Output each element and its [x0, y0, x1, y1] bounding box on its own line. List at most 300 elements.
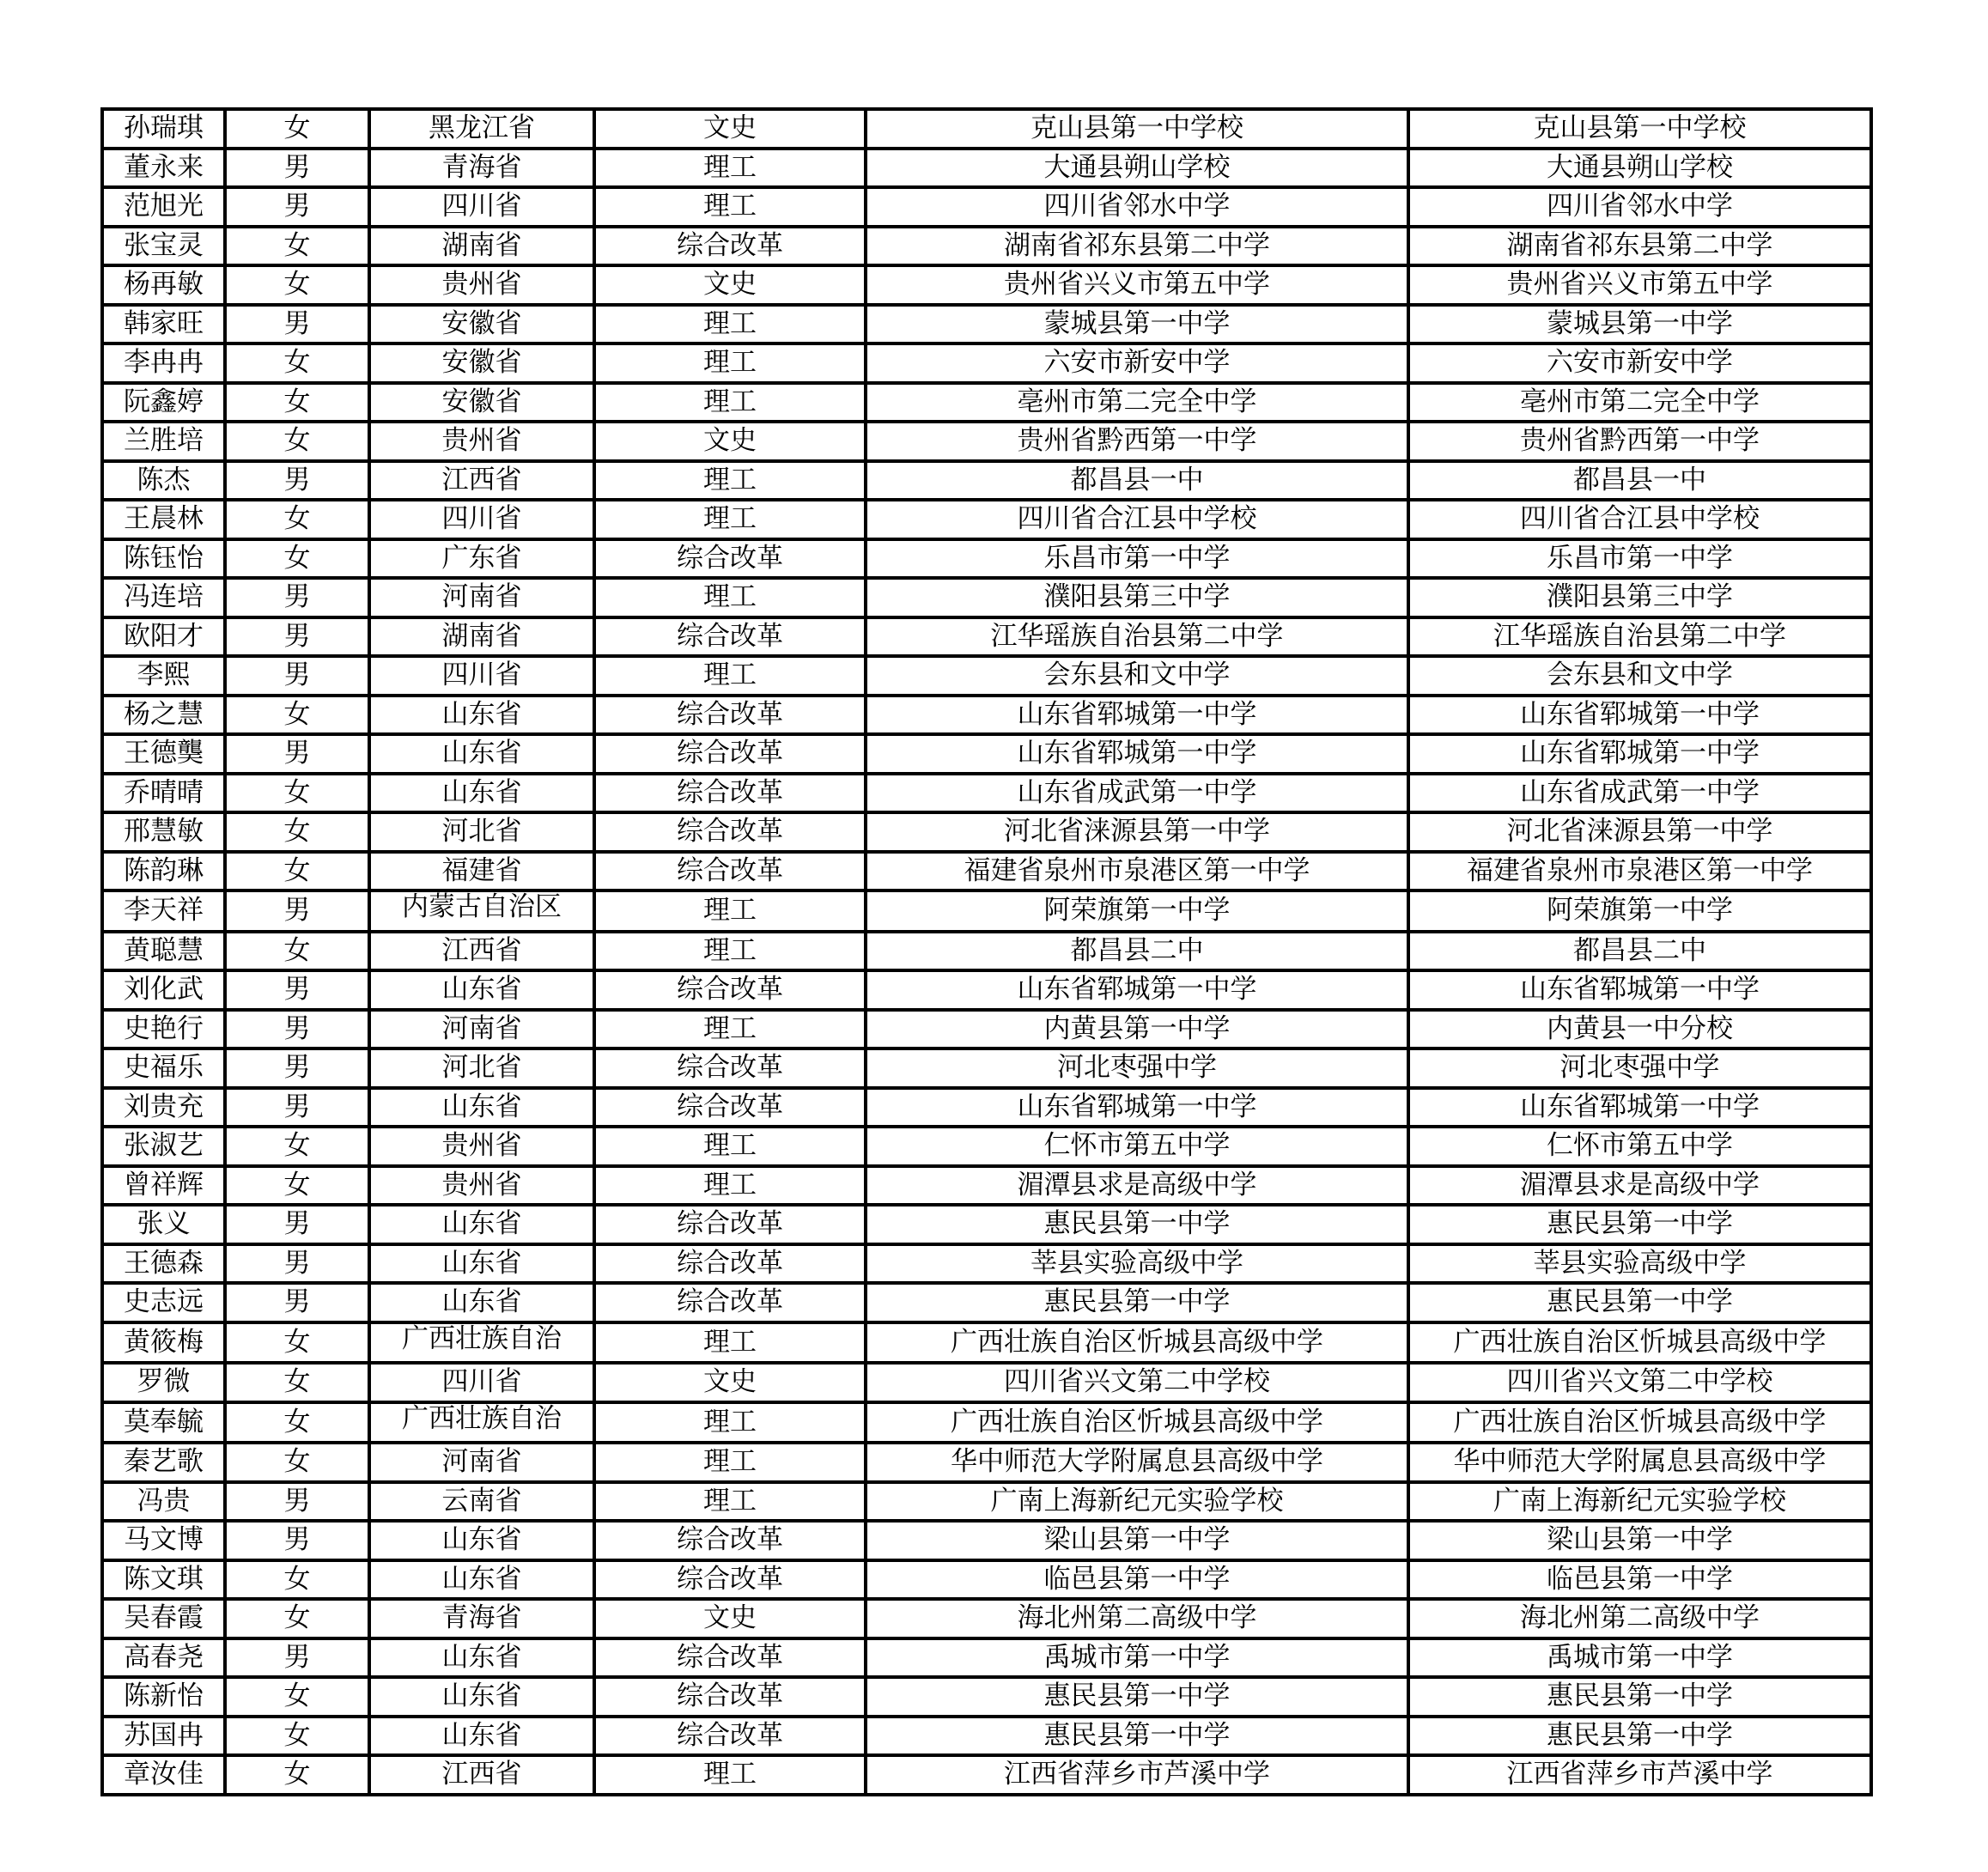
gender-cell: 女 — [225, 383, 369, 422]
subject-track-cell: 理工 — [594, 383, 866, 422]
subject-track-cell: 综合改革 — [594, 1048, 866, 1088]
gender-cell: 女 — [225, 539, 369, 579]
gender-cell: 男 — [225, 305, 369, 344]
subject-track-cell: 理工 — [594, 890, 866, 932]
subject-track-cell: 理工 — [594, 1127, 866, 1166]
student-name-cell: 张宝灵 — [102, 227, 225, 266]
table-row — [102, 734, 1871, 774]
province-cell: 山东省 — [369, 1088, 594, 1127]
province-cell: 四川省 — [369, 1363, 594, 1402]
student-name-cell: 王德森 — [102, 1244, 225, 1284]
student-name-cell: 孙瑞琪 — [102, 109, 225, 149]
province-cell: 山东省 — [369, 1638, 594, 1678]
table-row — [102, 1599, 1871, 1638]
subject-track-cell: 理工 — [594, 1443, 866, 1482]
admission-school-cell: 禹城市第一中学 — [1408, 1638, 1871, 1678]
table-row — [102, 970, 1871, 1010]
school-cell: 江西省萍乡市芦溪中学 — [866, 1755, 1408, 1795]
province-cell: 山东省 — [369, 1677, 594, 1717]
table-row — [102, 1443, 1871, 1482]
gender-cell: 女 — [225, 1322, 369, 1364]
gender-cell: 女 — [225, 1127, 369, 1166]
table-row — [102, 383, 1871, 422]
subject-track-cell: 综合改革 — [594, 227, 866, 266]
province-cell: 广西壮族自治 — [369, 1322, 594, 1364]
student-name-cell: 章汝佳 — [102, 1755, 225, 1795]
province-cell: 河北省 — [369, 1048, 594, 1088]
gender-cell: 女 — [225, 109, 369, 149]
province-cell: 江西省 — [369, 1755, 594, 1795]
province-cell: 四川省 — [369, 500, 594, 539]
subject-track-cell: 综合改革 — [594, 852, 866, 891]
admission-school-cell: 贵州省兴义市第五中学 — [1408, 265, 1871, 305]
admission-school-cell: 广南上海新纪元实验学校 — [1408, 1482, 1871, 1522]
subject-track-cell: 综合改革 — [594, 812, 866, 852]
province-cell: 湖南省 — [369, 227, 594, 266]
province-cell: 河南省 — [369, 578, 594, 617]
province-cell: 山东省 — [369, 1560, 594, 1600]
student-name-cell: 范旭光 — [102, 187, 225, 227]
admission-school-cell: 大通县朔山学校 — [1408, 149, 1871, 188]
student-name-cell: 黄聪慧 — [102, 932, 225, 971]
gender-cell: 男 — [225, 187, 369, 227]
admission-school-cell: 华中师范大学附属息县高级中学 — [1408, 1443, 1871, 1482]
table-row — [102, 1283, 1871, 1322]
table-row — [102, 1402, 1871, 1444]
subject-track-cell: 理工 — [594, 1010, 866, 1049]
school-cell: 山东省郓城第一中学 — [866, 734, 1408, 774]
admission-school-cell: 四川省邻水中学 — [1408, 187, 1871, 227]
gender-cell: 男 — [225, 1244, 369, 1284]
school-cell: 濮阳县第三中学 — [866, 578, 1408, 617]
student-roster-table — [100, 107, 1873, 1796]
student-name-cell: 阮鑫婷 — [102, 383, 225, 422]
gender-cell: 女 — [225, 696, 369, 735]
school-cell: 江华瑶族自治县第二中学 — [866, 617, 1408, 657]
admission-school-cell: 蒙城县第一中学 — [1408, 305, 1871, 344]
student-name-cell: 邢慧敏 — [102, 812, 225, 852]
student-name-cell: 董永来 — [102, 149, 225, 188]
school-cell: 会东县和文中学 — [866, 656, 1408, 696]
province-cell: 湖南省 — [369, 617, 594, 657]
admission-school-cell: 湄潭县求是高级中学 — [1408, 1166, 1871, 1206]
subject-track-cell: 理工 — [594, 1322, 866, 1364]
subject-track-cell: 综合改革 — [594, 734, 866, 774]
table-row — [102, 149, 1871, 188]
student-name-cell: 陈文琪 — [102, 1560, 225, 1600]
admission-school-cell: 梁山县第一中学 — [1408, 1521, 1871, 1560]
student-name-cell: 张淑艺 — [102, 1127, 225, 1166]
subject-track-cell: 综合改革 — [594, 539, 866, 579]
student-name-cell: 史艳行 — [102, 1010, 225, 1049]
table-row — [102, 187, 1871, 227]
province-cell: 贵州省 — [369, 422, 594, 461]
table-row — [102, 305, 1871, 344]
admission-school-cell: 海北州第二高级中学 — [1408, 1599, 1871, 1638]
student-name-cell: 乔晴晴 — [102, 774, 225, 813]
gender-cell: 女 — [225, 422, 369, 461]
province-cell: 山东省 — [369, 1244, 594, 1284]
province-cell: 山东省 — [369, 1283, 594, 1322]
table-row — [102, 1482, 1871, 1522]
roster-body — [102, 109, 1871, 1795]
school-cell: 仁怀市第五中学 — [866, 1127, 1408, 1166]
subject-track-cell: 文史 — [594, 422, 866, 461]
gender-cell: 女 — [225, 932, 369, 971]
student-name-cell: 高春尧 — [102, 1638, 225, 1678]
school-cell: 临邑县第一中学 — [866, 1560, 1408, 1600]
admission-school-cell: 广西壮族自治区忻城县高级中学 — [1408, 1322, 1871, 1364]
table-row — [102, 1638, 1871, 1678]
gender-cell: 女 — [225, 1599, 369, 1638]
student-name-cell: 欧阳才 — [102, 617, 225, 657]
province-cell: 安徽省 — [369, 383, 594, 422]
subject-track-cell: 理工 — [594, 343, 866, 383]
table-row — [102, 343, 1871, 383]
school-cell: 亳州市第二完全中学 — [866, 383, 1408, 422]
school-cell: 海北州第二高级中学 — [866, 1599, 1408, 1638]
student-name-cell: 杨再敏 — [102, 265, 225, 305]
student-name-cell: 张义 — [102, 1205, 225, 1244]
admission-school-cell: 临邑县第一中学 — [1408, 1560, 1871, 1600]
gender-cell: 男 — [225, 1048, 369, 1088]
subject-track-cell: 综合改革 — [594, 1283, 866, 1322]
province-cell: 山东省 — [369, 1717, 594, 1756]
province-cell: 安徽省 — [369, 343, 594, 383]
student-name-cell: 刘贵充 — [102, 1088, 225, 1127]
school-cell: 大通县朔山学校 — [866, 149, 1408, 188]
gender-cell: 女 — [225, 227, 369, 266]
school-cell: 内黄县第一中学 — [866, 1010, 1408, 1049]
table-row — [102, 109, 1871, 149]
table-row — [102, 1363, 1871, 1402]
gender-cell: 男 — [225, 149, 369, 188]
school-cell: 梁山县第一中学 — [866, 1521, 1408, 1560]
subject-track-cell: 综合改革 — [594, 1717, 866, 1756]
school-cell: 六安市新安中学 — [866, 343, 1408, 383]
province-cell: 广东省 — [369, 539, 594, 579]
gender-cell: 女 — [225, 774, 369, 813]
table-row — [102, 932, 1871, 971]
gender-cell: 女 — [225, 1363, 369, 1402]
table-row — [102, 422, 1871, 461]
subject-track-cell: 综合改革 — [594, 970, 866, 1010]
gender-cell: 女 — [225, 500, 369, 539]
subject-track-cell: 理工 — [594, 500, 866, 539]
gender-cell: 男 — [225, 1010, 369, 1049]
student-name-cell: 刘化武 — [102, 970, 225, 1010]
admission-school-cell: 福建省泉州市泉港区第一中学 — [1408, 852, 1871, 891]
school-cell: 都昌县二中 — [866, 932, 1408, 971]
subject-track-cell: 综合改革 — [594, 1205, 866, 1244]
school-cell: 广南上海新纪元实验学校 — [866, 1482, 1408, 1522]
gender-cell: 女 — [225, 1755, 369, 1795]
subject-track-cell: 综合改革 — [594, 617, 866, 657]
student-name-cell: 李冉冉 — [102, 343, 225, 383]
school-cell: 阿荣旗第一中学 — [866, 890, 1408, 932]
subject-track-cell: 理工 — [594, 578, 866, 617]
admission-school-cell: 六安市新安中学 — [1408, 343, 1871, 383]
province-cell: 四川省 — [369, 656, 594, 696]
gender-cell: 女 — [225, 1560, 369, 1600]
gender-cell: 女 — [225, 1717, 369, 1756]
gender-cell: 女 — [225, 812, 369, 852]
gender-cell: 女 — [225, 343, 369, 383]
gender-cell: 女 — [225, 1402, 369, 1444]
subject-track-cell: 理工 — [594, 1166, 866, 1206]
table-row — [102, 500, 1871, 539]
school-cell: 贵州省黔西第一中学 — [866, 422, 1408, 461]
subject-track-cell: 理工 — [594, 305, 866, 344]
student-name-cell: 曾祥辉 — [102, 1166, 225, 1206]
table-row — [102, 1560, 1871, 1600]
admission-school-cell: 河北枣强中学 — [1408, 1048, 1871, 1088]
gender-cell: 女 — [225, 1166, 369, 1206]
student-name-cell: 黄筱梅 — [102, 1322, 225, 1364]
admission-school-cell: 克山县第一中学校 — [1408, 109, 1871, 149]
province-cell: 贵州省 — [369, 1127, 594, 1166]
province-cell: 青海省 — [369, 149, 594, 188]
admission-school-cell: 濮阳县第三中学 — [1408, 578, 1871, 617]
student-name-cell: 冯贵 — [102, 1482, 225, 1522]
school-cell: 四川省兴文第二中学校 — [866, 1363, 1408, 1402]
subject-track-cell: 理工 — [594, 1402, 866, 1444]
school-cell: 山东省成武第一中学 — [866, 774, 1408, 813]
admission-school-cell: 仁怀市第五中学 — [1408, 1127, 1871, 1166]
gender-cell: 男 — [225, 734, 369, 774]
school-cell: 湄潭县求是高级中学 — [866, 1166, 1408, 1206]
subject-track-cell: 综合改革 — [594, 1677, 866, 1717]
gender-cell: 男 — [225, 890, 369, 932]
school-cell: 莘县实验高级中学 — [866, 1244, 1408, 1284]
school-cell: 山东省郓城第一中学 — [866, 696, 1408, 735]
subject-track-cell: 综合改革 — [594, 1088, 866, 1127]
student-name-cell: 陈韵琳 — [102, 852, 225, 891]
student-name-cell: 韩家旺 — [102, 305, 225, 344]
table-row — [102, 1755, 1871, 1795]
admission-school-cell: 江华瑶族自治县第二中学 — [1408, 617, 1871, 657]
student-name-cell: 马文博 — [102, 1521, 225, 1560]
admission-school-cell: 江西省萍乡市芦溪中学 — [1408, 1755, 1871, 1795]
province-cell: 青海省 — [369, 1599, 594, 1638]
school-cell: 惠民县第一中学 — [866, 1283, 1408, 1322]
admission-school-cell: 惠民县第一中学 — [1408, 1717, 1871, 1756]
student-name-cell: 兰胜培 — [102, 422, 225, 461]
subject-track-cell: 理工 — [594, 187, 866, 227]
student-name-cell: 李熙 — [102, 656, 225, 696]
subject-track-cell: 综合改革 — [594, 774, 866, 813]
subject-track-cell: 综合改革 — [594, 696, 866, 735]
gender-cell: 男 — [225, 578, 369, 617]
table-row — [102, 1166, 1871, 1206]
province-cell: 山东省 — [369, 774, 594, 813]
student-name-cell: 吴春霞 — [102, 1599, 225, 1638]
student-name-cell: 王德龑 — [102, 734, 225, 774]
province-cell: 福建省 — [369, 852, 594, 891]
admission-school-cell: 山东省郓城第一中学 — [1408, 696, 1871, 735]
school-cell: 四川省邻水中学 — [866, 187, 1408, 227]
table-row — [102, 265, 1871, 305]
student-name-cell: 王晨林 — [102, 500, 225, 539]
subject-track-cell: 文史 — [594, 1363, 866, 1402]
table-row — [102, 1244, 1871, 1284]
admission-school-cell: 四川省合江县中学校 — [1408, 500, 1871, 539]
province-cell: 黑龙江省 — [369, 109, 594, 149]
province-cell: 山东省 — [369, 734, 594, 774]
gender-cell: 男 — [225, 1283, 369, 1322]
student-name-cell: 冯连培 — [102, 578, 225, 617]
gender-cell: 男 — [225, 656, 369, 696]
subject-track-cell: 理工 — [594, 1482, 866, 1522]
table-row — [102, 1088, 1871, 1127]
table-row — [102, 539, 1871, 579]
school-cell: 蒙城县第一中学 — [866, 305, 1408, 344]
school-cell: 河北省涞源县第一中学 — [866, 812, 1408, 852]
admission-school-cell: 山东省郓城第一中学 — [1408, 734, 1871, 774]
school-cell: 山东省郓城第一中学 — [866, 970, 1408, 1010]
gender-cell: 男 — [225, 1205, 369, 1244]
province-cell: 安徽省 — [369, 305, 594, 344]
admission-school-cell: 山东省郓城第一中学 — [1408, 970, 1871, 1010]
table-row — [102, 227, 1871, 266]
table-row — [102, 1205, 1871, 1244]
subject-track-cell: 理工 — [594, 656, 866, 696]
province-cell: 四川省 — [369, 187, 594, 227]
school-cell: 禹城市第一中学 — [866, 1638, 1408, 1678]
table-row — [102, 890, 1871, 932]
province-cell: 河南省 — [369, 1010, 594, 1049]
admission-school-cell: 湖南省祁东县第二中学 — [1408, 227, 1871, 266]
student-name-cell: 莫奉毓 — [102, 1402, 225, 1444]
province-cell: 广西壮族自治 — [369, 1402, 594, 1444]
province-cell: 贵州省 — [369, 1166, 594, 1206]
student-name-cell: 苏国冉 — [102, 1717, 225, 1756]
subject-track-cell: 综合改革 — [594, 1521, 866, 1560]
gender-cell: 男 — [225, 970, 369, 1010]
admission-school-cell: 广西壮族自治区忻城县高级中学 — [1408, 1402, 1871, 1444]
school-cell: 四川省合江县中学校 — [866, 500, 1408, 539]
admission-school-cell: 河北省涞源县第一中学 — [1408, 812, 1871, 852]
table-row — [102, 1677, 1871, 1717]
admission-school-cell: 贵州省黔西第一中学 — [1408, 422, 1871, 461]
student-name-cell: 陈新怡 — [102, 1677, 225, 1717]
school-cell: 湖南省祁东县第二中学 — [866, 227, 1408, 266]
student-name-cell: 史福乐 — [102, 1048, 225, 1088]
admission-school-cell: 惠民县第一中学 — [1408, 1283, 1871, 1322]
gender-cell: 男 — [225, 461, 369, 501]
student-name-cell: 陈钰怡 — [102, 539, 225, 579]
gender-cell: 男 — [225, 1482, 369, 1522]
subject-track-cell: 理工 — [594, 932, 866, 971]
table-row — [102, 617, 1871, 657]
admission-school-cell: 惠民县第一中学 — [1408, 1677, 1871, 1717]
student-name-cell: 史志远 — [102, 1283, 225, 1322]
subject-track-cell: 理工 — [594, 149, 866, 188]
admission-school-cell: 莘县实验高级中学 — [1408, 1244, 1871, 1284]
school-cell: 华中师范大学附属息县高级中学 — [866, 1443, 1408, 1482]
province-cell: 河南省 — [369, 1443, 594, 1482]
table-row — [102, 656, 1871, 696]
province-cell: 内蒙古自治区 — [369, 890, 594, 932]
table-row — [102, 696, 1871, 735]
table-row — [102, 461, 1871, 501]
table-row — [102, 1322, 1871, 1364]
school-cell: 惠民县第一中学 — [866, 1205, 1408, 1244]
province-cell: 江西省 — [369, 932, 594, 971]
school-cell: 都昌县一中 — [866, 461, 1408, 501]
admission-school-cell: 山东省郓城第一中学 — [1408, 1088, 1871, 1127]
province-cell: 山东省 — [369, 970, 594, 1010]
gender-cell: 男 — [225, 1088, 369, 1127]
table-row — [102, 1048, 1871, 1088]
school-cell: 广西壮族自治区忻城县高级中学 — [866, 1322, 1408, 1364]
gender-cell: 女 — [225, 1677, 369, 1717]
province-cell: 云南省 — [369, 1482, 594, 1522]
admission-school-cell: 都昌县二中 — [1408, 932, 1871, 971]
school-cell: 广西壮族自治区忻城县高级中学 — [866, 1402, 1408, 1444]
student-name-cell: 杨之慧 — [102, 696, 225, 735]
subject-track-cell: 文史 — [594, 1599, 866, 1638]
school-cell: 乐昌市第一中学 — [866, 539, 1408, 579]
table-row — [102, 1127, 1871, 1166]
subject-track-cell: 综合改革 — [594, 1638, 866, 1678]
student-name-cell: 秦艺歌 — [102, 1443, 225, 1482]
gender-cell: 女 — [225, 265, 369, 305]
gender-cell: 男 — [225, 1638, 369, 1678]
table-row — [102, 774, 1871, 813]
admission-school-cell: 四川省兴文第二中学校 — [1408, 1363, 1871, 1402]
gender-cell: 男 — [225, 617, 369, 657]
school-cell: 山东省郓城第一中学 — [866, 1088, 1408, 1127]
admission-school-cell: 内黄县一中分校 — [1408, 1010, 1871, 1049]
admission-school-cell: 会东县和文中学 — [1408, 656, 1871, 696]
gender-cell: 男 — [225, 1521, 369, 1560]
table-row — [102, 852, 1871, 891]
admission-school-cell: 亳州市第二完全中学 — [1408, 383, 1871, 422]
province-cell: 山东省 — [369, 696, 594, 735]
gender-cell: 女 — [225, 852, 369, 891]
province-cell: 山东省 — [369, 1205, 594, 1244]
student-name-cell: 陈杰 — [102, 461, 225, 501]
school-cell: 惠民县第一中学 — [866, 1677, 1408, 1717]
table-row — [102, 1521, 1871, 1560]
school-cell: 福建省泉州市泉港区第一中学 — [866, 852, 1408, 891]
student-name-cell: 李天祥 — [102, 890, 225, 932]
student-name-cell: 罗微 — [102, 1363, 225, 1402]
table-row — [102, 1010, 1871, 1049]
school-cell: 河北枣强中学 — [866, 1048, 1408, 1088]
admission-school-cell: 阿荣旗第一中学 — [1408, 890, 1871, 932]
gender-cell: 女 — [225, 1443, 369, 1482]
province-cell: 山东省 — [369, 1521, 594, 1560]
admission-school-cell: 山东省成武第一中学 — [1408, 774, 1871, 813]
school-cell: 贵州省兴义市第五中学 — [866, 265, 1408, 305]
admission-school-cell: 乐昌市第一中学 — [1408, 539, 1871, 579]
subject-track-cell: 文史 — [594, 265, 866, 305]
school-cell: 惠民县第一中学 — [866, 1717, 1408, 1756]
admission-school-cell: 都昌县一中 — [1408, 461, 1871, 501]
subject-track-cell: 综合改革 — [594, 1560, 866, 1600]
subject-track-cell: 理工 — [594, 1755, 866, 1795]
table-row — [102, 578, 1871, 617]
school-cell: 克山县第一中学校 — [866, 109, 1408, 149]
province-cell: 贵州省 — [369, 265, 594, 305]
province-cell: 河北省 — [369, 812, 594, 852]
subject-track-cell: 文史 — [594, 109, 866, 149]
admission-school-cell: 惠民县第一中学 — [1408, 1205, 1871, 1244]
subject-track-cell: 理工 — [594, 461, 866, 501]
table-row — [102, 812, 1871, 852]
